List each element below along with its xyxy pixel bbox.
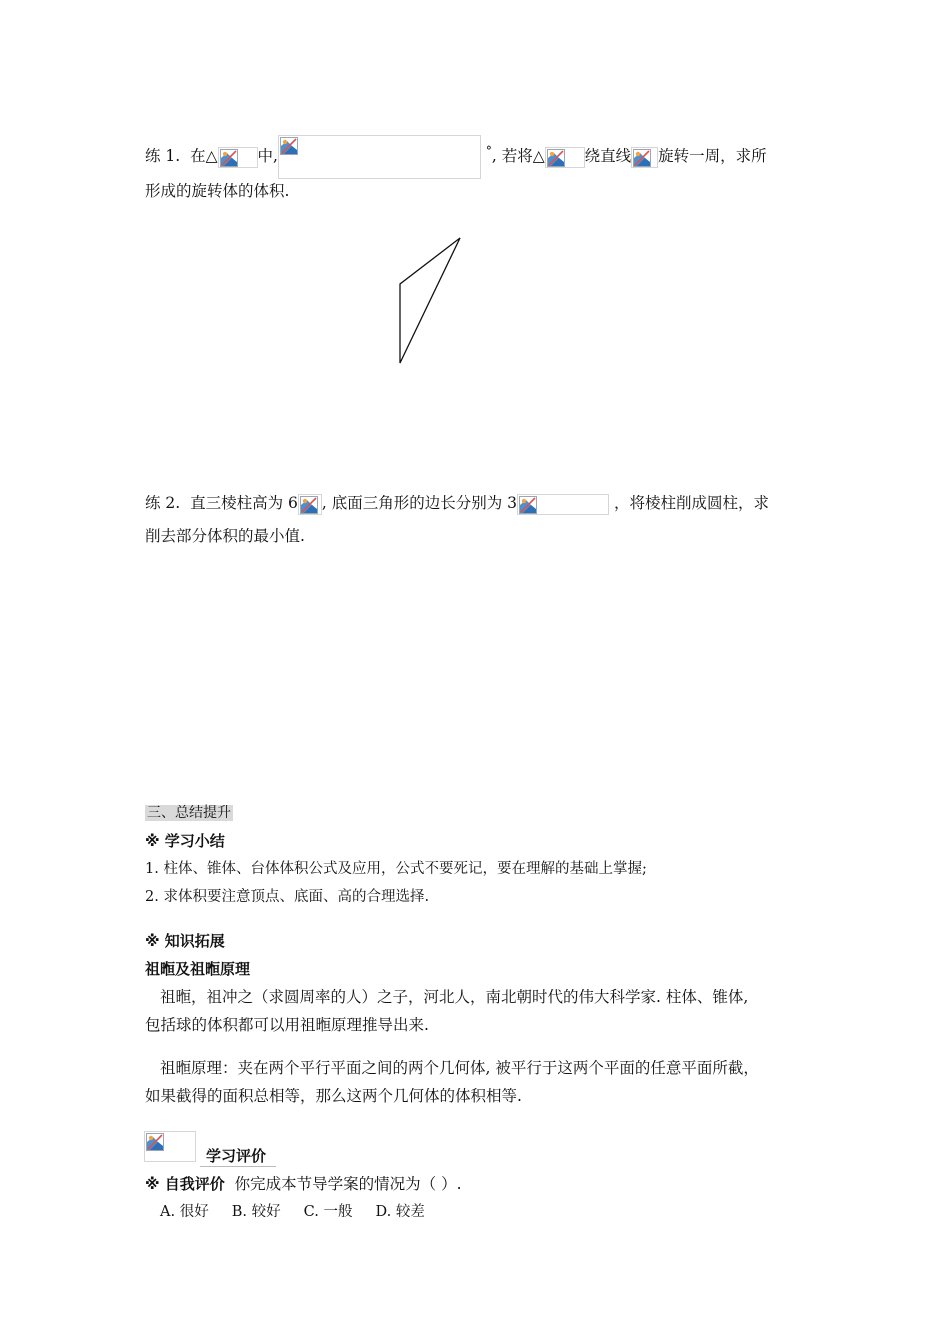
section-title xyxy=(145,802,233,824)
evaluation-image xyxy=(144,1131,196,1162)
option-c[interactable]: C. 一般 xyxy=(303,1204,353,1220)
para1-line1: 祖暅，祖冲之（求圆周率的人）之子，河北人，南北朝时代的伟大科学家. 柱体、锥体, xyxy=(160,988,749,1006)
summary-item-2: 2. 求体积要注意顶点、底面、高的合理选择. xyxy=(145,889,430,905)
exercise1-text-d: , 若将△ xyxy=(491,147,545,165)
summary-item-1: 1. 柱体、锥体、台体体积公式及应用，公式不要死记，要在理解的基础上掌握; xyxy=(145,861,647,877)
broken-image-icon xyxy=(547,149,565,167)
summary-heading: ※ 学习小结 xyxy=(145,832,225,850)
broken-image-icon xyxy=(300,496,318,514)
triangle-figure xyxy=(390,232,470,372)
evaluation-title-text: 学习评价 xyxy=(200,1147,276,1167)
exercise1-label: 练 1. xyxy=(145,147,181,165)
exercise1-text-f: 旋转一周，求所 xyxy=(658,147,767,165)
exercise1-line1 xyxy=(145,135,767,179)
broken-image-icon xyxy=(633,149,651,167)
formula-image-6 xyxy=(517,494,609,515)
extension-heading: ※ 知识拓展 xyxy=(145,932,225,950)
exercise2-text-c: ，将棱柱削成圆柱，求 xyxy=(613,494,769,512)
broken-image-icon xyxy=(220,149,238,167)
evaluation-title xyxy=(200,1145,276,1167)
section-title-text: 三、总结提升 xyxy=(147,805,231,821)
exercise2-line2: 削去部分体积的最小值. xyxy=(145,527,305,545)
exercise1-line2: 形成的旋转体的体积. xyxy=(145,182,290,200)
formula-image-3 xyxy=(545,147,585,168)
para1-line2: 包括球的体积都可以用祖暅原理推导出来. xyxy=(145,1016,429,1034)
formula-image-2 xyxy=(278,135,481,179)
option-d[interactable]: D. 较差 xyxy=(375,1204,425,1220)
para2-line1: 祖暅原理：夹在两个平行平面之间的两个几何体, 被平行于这两个平面的任意平面所截， xyxy=(160,1059,759,1077)
formula-image-5 xyxy=(298,494,322,515)
exercise1-text-b: 中, xyxy=(257,147,278,165)
broken-image-icon xyxy=(519,496,537,514)
option-a[interactable]: A. 很好 xyxy=(160,1204,209,1220)
exercise2-text-b: , 底面三角形的边长分别为 3 xyxy=(321,494,518,512)
exercise2-label: 练 2. xyxy=(145,494,181,512)
extension-title: 祖暅及祖暅原理 xyxy=(145,960,251,978)
self-evaluation-label: ※ 自我评价 xyxy=(145,1175,225,1193)
para2-line2: 如果截得的面积总相等，那么这两个几何体的体积相等. xyxy=(145,1087,522,1105)
self-evaluation-text: 你完成本节导学案的情况为（ ）. xyxy=(234,1175,462,1193)
formula-image-1 xyxy=(218,147,258,168)
formula-image-4 xyxy=(631,147,658,168)
self-evaluation-line xyxy=(145,1173,462,1195)
exercise2-line1 xyxy=(145,492,769,515)
broken-image-icon xyxy=(280,137,298,155)
exercise2-text-a: 直三棱柱高为 6 xyxy=(190,494,298,512)
evaluation-options xyxy=(160,1201,425,1223)
exercise1-text-a: 在△ xyxy=(190,147,218,165)
option-b[interactable]: B. 较好 xyxy=(231,1204,281,1220)
exercise1-degree: ° xyxy=(485,144,492,158)
broken-image-icon xyxy=(146,1133,164,1151)
triangle-shape xyxy=(400,238,460,363)
exercise1-text-e: 绕直线 xyxy=(584,147,632,165)
